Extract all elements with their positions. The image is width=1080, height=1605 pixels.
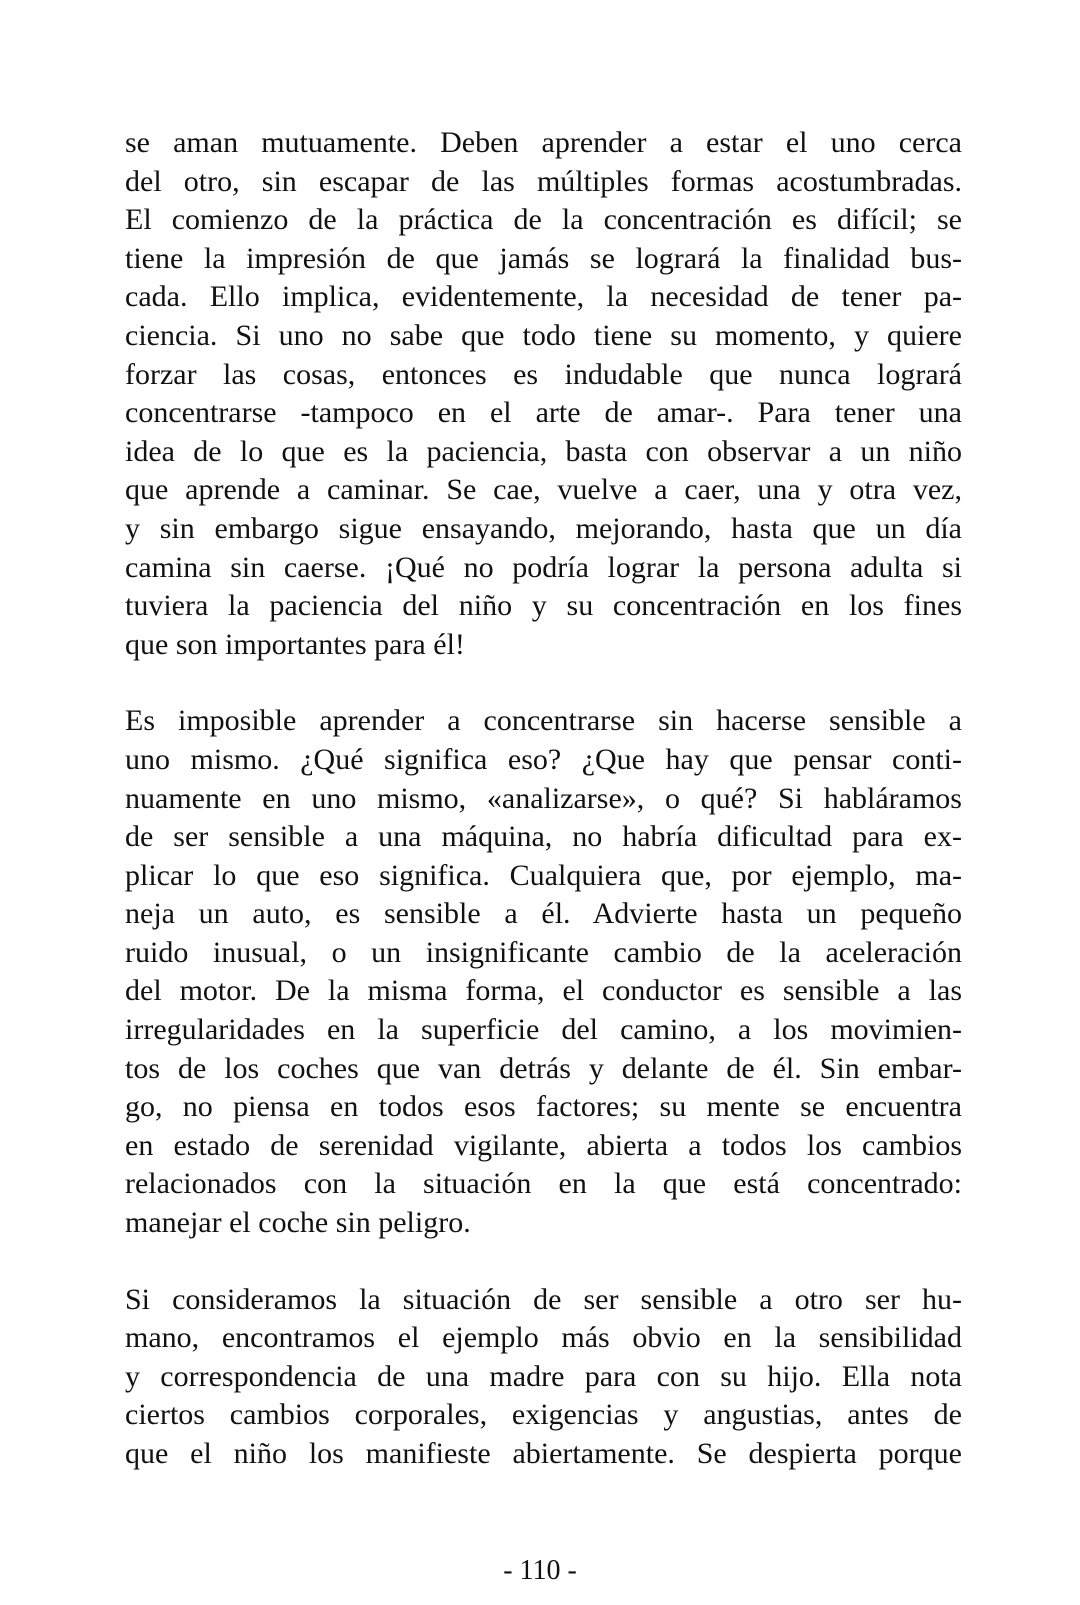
text-line: que aprende a caminar. Se cae, vuelve a caer, una y otra vez, — [125, 473, 962, 507]
text-line: y sin embargo sigue ensayando, mejorando, hasta que un día — [125, 511, 962, 545]
text-line: irregularidades en la superficie del camino, a los movimien- — [125, 1013, 962, 1047]
text-line: en estado de serenidad vigilante, abierta a todos los cambios — [125, 1128, 962, 1162]
text-line: que el niño los manifieste abiertamente. Se despierta porque — [125, 1437, 962, 1470]
text-line: camina sin caerse. ¡Qué no podría lograr la persona adulta si — [125, 550, 962, 584]
text-line: Si consideramos la situación de ser sensible a otro ser hu- — [125, 1282, 962, 1316]
text-line: neja un auto, es sensible a él. Advierte hasta un pequeño — [125, 897, 962, 931]
text-line: idea de lo que es la paciencia, basta con observar a un niño — [125, 434, 962, 468]
text-line: ciencia. Si uno no sabe que todo tiene su momento, y quiere — [125, 318, 962, 352]
text-line: de ser sensible a una máquina, no habría dificultad para ex- — [125, 820, 962, 854]
text-line: manejar el coche sin peligro. — [125, 1206, 471, 1240]
paragraph-3 — [125, 1281, 962, 1474]
text-line: tos de los coches que van detrás y delante de él. Sin embar- — [125, 1051, 962, 1085]
text-line: ruido inusual, o un insignificante cambio de la aceleración — [125, 935, 962, 969]
text-line: del otro, sin escapar de las múltiples formas acostumbradas. — [125, 164, 962, 198]
text-line: ciertos cambios corporales, exigencias y angustias, antes de — [125, 1398, 962, 1432]
text-line: El comienzo de la práctica de la concentración es difícil; se — [125, 203, 962, 237]
text-line: que son importantes para él! — [125, 627, 465, 661]
text-line: tiene la impresión de que jamás se logrará la finalidad bus- — [125, 241, 962, 275]
paragraph-1 — [125, 124, 962, 664]
text-line: go, no piensa en todos esos factores; su mente se encuentra — [125, 1090, 962, 1124]
text-line: uno mismo. ¿Qué significa eso? ¿Que hay que pensar conti- — [125, 742, 962, 776]
text-line: Es imposible aprender a concentrarse sin hacerse sensible a — [125, 704, 962, 738]
text-line: relacionados con la situación en la que está concentrado: — [125, 1167, 962, 1201]
text-line: concentrarse -tampoco en el arte de amar-. Para tener una — [125, 396, 962, 430]
paragraph-2 — [125, 702, 962, 1242]
text-line: forzar las cosas, entonces es indudable que nunca logrará — [125, 357, 962, 391]
text-line: y correspondencia de una madre para con su hijo. Ella nota — [125, 1359, 962, 1393]
text-line: del motor. De la misma forma, el conductor es sensible a las — [125, 974, 962, 1008]
text-line: nuamente en uno mismo, «analizarse», o qué? Si habláramos — [125, 781, 962, 815]
text-line: mano, encontramos el ejemplo más obvio en la sensibilidad — [125, 1321, 962, 1355]
page-number: - 110 - — [503, 1555, 577, 1586]
text-line: cada. Ello implica, evidentemente, la necesidad de tener pa- — [125, 280, 962, 314]
text-line: tuviera la paciencia del niño y su concentración en los fines — [125, 589, 962, 623]
text-line: plicar lo que eso significa. Cualquiera que, por ejemplo, ma- — [125, 858, 962, 892]
body-text — [125, 124, 962, 1474]
text-line: se aman mutuamente. Deben aprender a estar el uno cerca — [125, 126, 962, 159]
paragraph-spacer — [125, 664, 962, 702]
paragraph-spacer — [125, 1243, 962, 1281]
